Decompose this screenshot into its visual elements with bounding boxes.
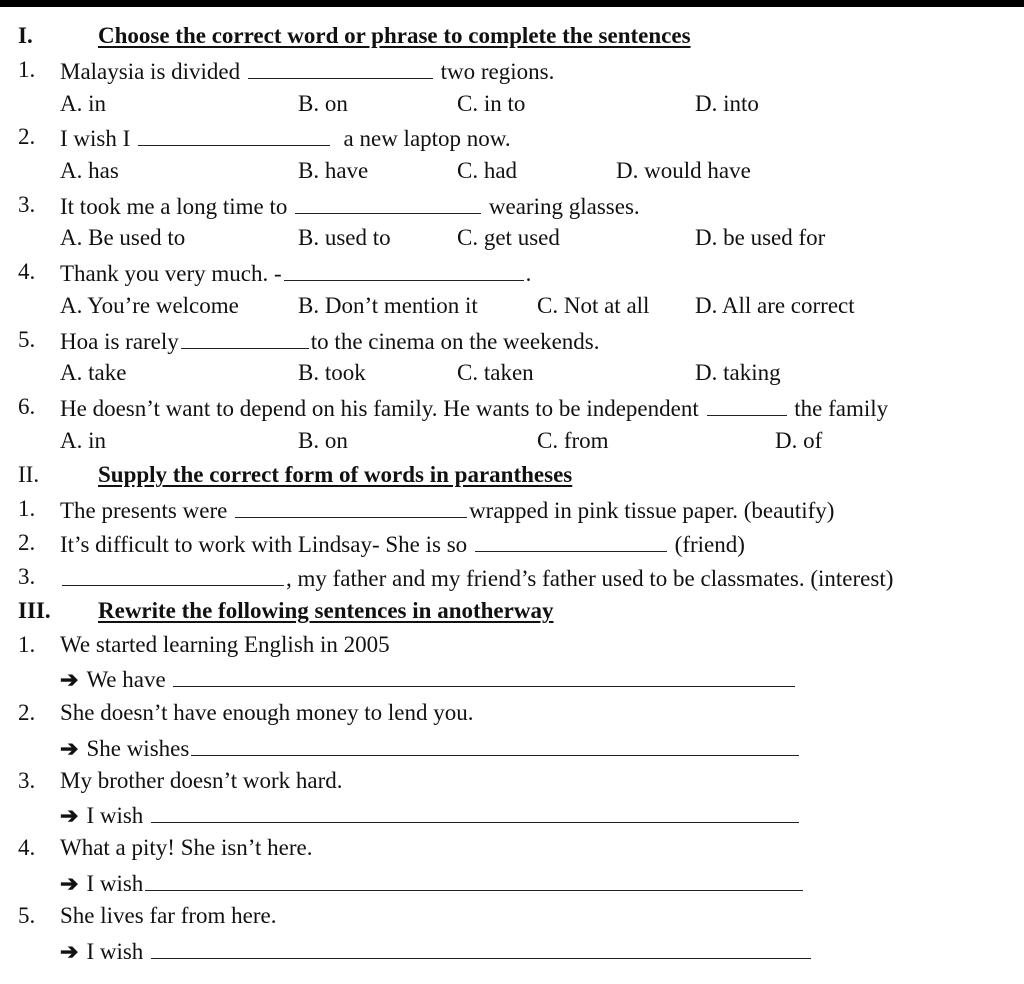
mcq-5-number: 5.: [18, 327, 36, 352]
mcq-4-pre: Thank you very much. -: [60, 261, 282, 286]
mcq-1-option-b[interactable]: B. on: [298, 91, 348, 116]
rewrite-5-sentence: She lives far from here.: [60, 903, 277, 928]
mcq-4-option-d[interactable]: D. All are correct: [695, 293, 855, 318]
wordform-3-post: , my father and my friend’s father used to be classmates. (interest): [286, 566, 894, 591]
wordform-2-pre: It’s difficult to work with Lindsay- She is so: [60, 532, 468, 557]
mcq-1-blank[interactable]: [248, 56, 433, 79]
rewrite-3-start: I wish: [86, 803, 144, 828]
mcq-5-option-b[interactable]: B. took: [298, 360, 366, 385]
mcq-5-option-a[interactable]: A. take: [60, 360, 127, 385]
mcq-1-option-c[interactable]: C. in to: [457, 91, 526, 116]
rewrite-2-blank[interactable]: [191, 733, 799, 756]
wordform-1-pre: The presents were: [60, 498, 228, 523]
wordform-2-post: (friend): [674, 532, 745, 557]
rewrite-5-answer: [60, 936, 813, 964]
mcq-5-pre: Hoa is rarely: [60, 329, 179, 354]
mcq-6-option-b[interactable]: B. on: [298, 428, 348, 453]
mcq-5-option-d[interactable]: D. taking: [695, 360, 781, 385]
rewrite-4-sentence: What a pity! She isn’t here.: [60, 835, 313, 860]
wordform-3-number: 3.: [18, 564, 36, 589]
rewrite-5-blank[interactable]: [151, 936, 811, 959]
rewrite-3-answer: [60, 800, 801, 828]
rewrite-3-sentence: My brother doesn’t work hard.: [60, 768, 343, 793]
mcq-4-option-c[interactable]: C. Not at all: [537, 293, 650, 318]
top-border: [0, 0, 1024, 7]
rewrite-4-start: I wish: [86, 871, 144, 896]
mcq-1-option-d[interactable]: D. into: [695, 91, 759, 116]
section-2-title: Supply the correct form of words in parantheses: [98, 462, 573, 487]
section-3-title: Rewrite the following sentences in anotherway: [98, 598, 554, 623]
mcq-1-post: two regions.: [440, 59, 555, 84]
right-arrow-icon: ➔: [60, 667, 79, 692]
mcq-3-option-b[interactable]: B. used to: [298, 225, 391, 250]
mcq-2-option-c[interactable]: C. had: [457, 158, 518, 183]
mcq-6-number: 6.: [18, 394, 36, 419]
mcq-1-option-a[interactable]: A. in: [60, 91, 106, 116]
mcq-3-option-d[interactable]: D. be used for: [695, 225, 826, 250]
wordform-2-number: 2.: [18, 530, 36, 555]
mcq-3-blank[interactable]: [295, 191, 481, 214]
rewrite-1-sentence: We started learning English in 2005: [60, 632, 390, 657]
mcq-6-stem: [60, 393, 888, 421]
mcq-5-stem: [60, 326, 599, 354]
mcq-6-option-a[interactable]: A. in: [60, 428, 106, 453]
section-1-title: Choose the correct word or phrase to complete the sentences: [98, 23, 691, 48]
mcq-2-pre: I wish I: [60, 126, 131, 151]
rewrite-3-number: 3.: [18, 768, 36, 793]
mcq-2-stem: [60, 123, 511, 151]
mcq-2-option-b[interactable]: B. have: [298, 158, 369, 183]
mcq-2-option-a[interactable]: A. has: [60, 158, 119, 183]
rewrite-1-number: 1.: [18, 632, 36, 657]
rewrite-4-answer: [60, 868, 805, 896]
right-arrow-icon: ➔: [60, 871, 79, 896]
rewrite-4-blank[interactable]: [145, 868, 803, 891]
right-arrow-icon: ➔: [60, 939, 79, 964]
mcq-5-option-c[interactable]: C. taken: [457, 360, 534, 385]
section-1-number: I.: [18, 23, 33, 48]
wordform-1-post: wrapped in pink tissue paper. (beautify): [469, 498, 835, 523]
section-2-number: II.: [18, 462, 40, 487]
mcq-1-number: 1.: [18, 57, 36, 82]
wordform-1-number: 1.: [18, 496, 36, 521]
rewrite-1-start: We have: [86, 667, 166, 692]
rewrite-2-sentence: She doesn’t have enough money to lend you.: [60, 700, 474, 725]
rewrite-5-start: I wish: [86, 939, 144, 964]
mcq-3-stem: [60, 191, 640, 219]
mcq-6-post: the family: [794, 396, 889, 421]
mcq-6-option-d[interactable]: D. of: [775, 428, 823, 453]
mcq-1-pre: Malaysia is divided: [60, 59, 241, 84]
right-arrow-icon: ➔: [60, 736, 79, 761]
mcq-3-option-a[interactable]: A. Be used to: [60, 225, 186, 250]
rewrite-2-number: 2.: [18, 700, 36, 725]
mcq-5-blank[interactable]: [181, 326, 309, 349]
rewrite-2-start: She wishes: [86, 736, 190, 761]
rewrite-5-number: 5.: [18, 903, 36, 928]
rewrite-2-answer: [60, 733, 801, 761]
rewrite-1-answer: [60, 664, 797, 692]
mcq-2-post: a new laptop now.: [343, 126, 511, 151]
mcq-4-blank[interactable]: [284, 258, 524, 281]
mcq-3-option-c[interactable]: C. get used: [457, 225, 560, 250]
wordform-1-stem: [60, 495, 834, 523]
wordform-2-blank[interactable]: [475, 529, 667, 552]
mcq-4-option-b[interactable]: B. Don’t mention it: [298, 293, 478, 318]
mcq-2-number: 2.: [18, 124, 36, 149]
section-3-number: III.: [18, 598, 51, 623]
wordform-3-stem: [60, 563, 893, 591]
mcq-3-pre: It took me a long time to: [60, 194, 288, 219]
mcq-4-number: 4.: [18, 259, 36, 284]
wordform-3-blank[interactable]: [62, 563, 284, 586]
mcq-6-blank[interactable]: [707, 393, 787, 416]
mcq-6-pre: He doesn’t want to depend on his family. He wants to be independent: [60, 396, 699, 421]
wordform-2-stem: [60, 529, 745, 557]
mcq-4-stem: [60, 258, 531, 286]
rewrite-3-blank[interactable]: [151, 800, 799, 823]
mcq-3-number: 3.: [18, 192, 36, 217]
mcq-4-option-a[interactable]: A. You’re welcome: [60, 293, 239, 318]
mcq-5-post: to the cinema on the weekends.: [310, 329, 600, 354]
rewrite-4-number: 4.: [18, 835, 36, 860]
wordform-1-blank[interactable]: [235, 495, 467, 518]
rewrite-1-blank[interactable]: [173, 664, 795, 687]
mcq-2-option-d[interactable]: D. would have: [616, 158, 751, 183]
mcq-1-stem: [60, 56, 554, 84]
mcq-6-option-c[interactable]: C. from: [537, 428, 609, 453]
mcq-4-post: .: [525, 261, 532, 286]
right-arrow-icon: ➔: [60, 803, 79, 828]
mcq-2-blank[interactable]: [138, 123, 330, 146]
mcq-3-post: wearing glasses.: [488, 194, 640, 219]
